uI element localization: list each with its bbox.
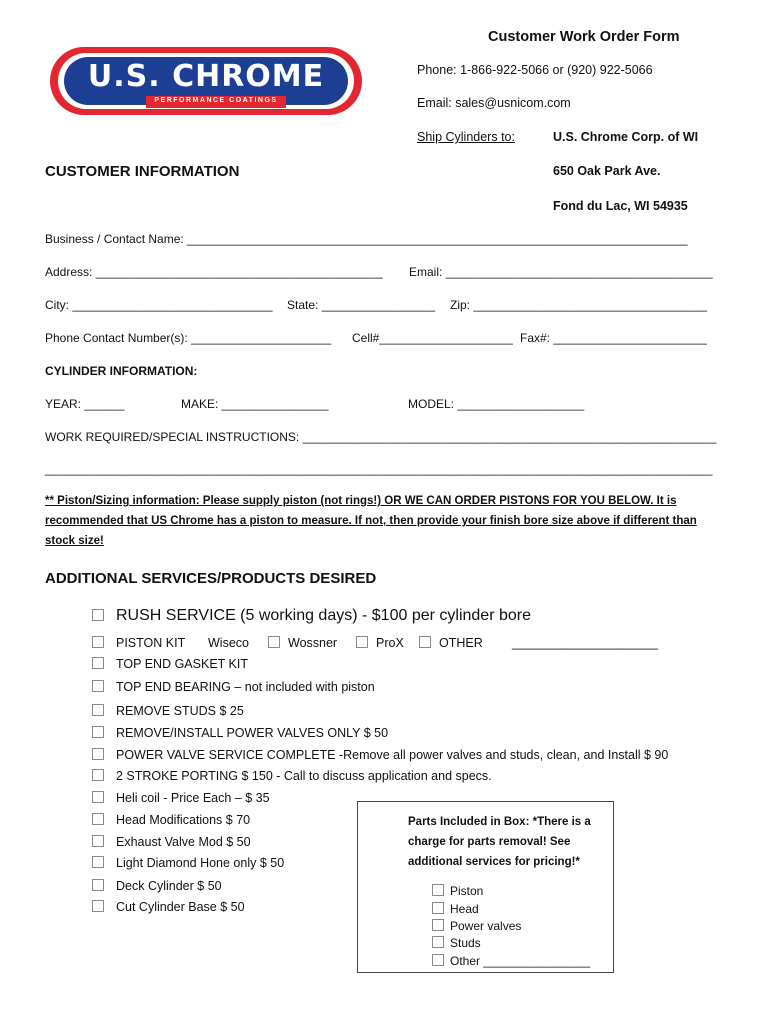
parts-label: Other ________________: [450, 954, 591, 968]
service-label: Heli coil - Price Each – $ 35: [116, 791, 270, 805]
service-label: Head Modifications $ 70: [116, 813, 251, 827]
other-option[interactable]: [419, 636, 483, 650]
service-checkbox[interactable]: [92, 813, 104, 825]
service-item[interactable]: [92, 835, 251, 849]
business-contact-field[interactable]: Business / Contact Name: ___________________________________________________________________________: [45, 232, 688, 246]
zip-field[interactable]: Zip: ___________________________________: [450, 298, 707, 312]
service-label: Cut Cylinder Base $ 50: [116, 900, 245, 914]
piston-kit-label: PISTON KIT: [116, 636, 186, 650]
wossner-option[interactable]: [268, 636, 337, 650]
service-label: Deck Cylinder $ 50: [116, 879, 222, 893]
service-checkbox[interactable]: [92, 791, 104, 803]
service-checkbox[interactable]: [92, 680, 104, 692]
customer-info-heading: CUSTOMER INFORMATION: [45, 163, 240, 180]
service-checkbox[interactable]: [92, 835, 104, 847]
piston-note-line-3: stock size!: [45, 535, 104, 547]
parts-label: Head: [450, 902, 479, 916]
service-item[interactable]: [92, 813, 250, 827]
wossner-checkbox[interactable]: [268, 636, 280, 648]
piston-note-line-2: recommended that US Chrome has a piston to measure. If not, then provide your finish bore size above if different than: [45, 515, 697, 527]
ship-company: U.S. Chrome Corp. of WI: [553, 130, 699, 144]
rush-service-label: RUSH SERVICE (5 working days) - $100 per cylinder bore: [116, 607, 531, 624]
us-chrome-logo: [48, 45, 364, 117]
service-item[interactable]: [92, 769, 492, 783]
address-field[interactable]: Address: ___________________________________________: [45, 265, 383, 279]
prox-option[interactable]: [356, 636, 404, 650]
service-label: REMOVE STUDS $ 25: [116, 704, 244, 718]
parts-item[interactable]: [432, 919, 521, 933]
parts-checkbox[interactable]: [432, 936, 444, 948]
piston-note-line-1: ** Piston/Sizing information: Please supply piston (not rings!) OR WE CAN ORDER PISTONS FOR YOU BELOW. It is: [45, 495, 677, 507]
phone-text: Phone: 1-866-922-5066 or (920) 922-5066: [417, 63, 653, 77]
parts-label: Piston: [450, 884, 484, 898]
service-label: Light Diamond Hone only $ 50: [116, 856, 285, 870]
service-label: 2 STROKE PORTING $ 150 - Call to discuss application and specs.: [116, 769, 492, 783]
service-checkbox[interactable]: [92, 726, 104, 738]
service-label: POWER VALVE SERVICE COMPLETE -Remove all power valves and studs, clean, and Install $ 90: [116, 748, 669, 762]
logo-tagline: PERFORMANCE COATINGS: [154, 97, 278, 104]
form-title: Customer Work Order Form: [488, 29, 680, 45]
wossner-label: Wossner: [288, 636, 338, 650]
service-checkbox[interactable]: [92, 856, 104, 868]
parts-label: Studs: [450, 936, 481, 950]
ship-street: 650 Oak Park Ave.: [553, 164, 661, 178]
parts-checkbox[interactable]: [432, 954, 444, 966]
prox-checkbox[interactable]: [356, 636, 368, 648]
service-checkbox[interactable]: [92, 879, 104, 891]
service-label: REMOVE/INSTALL POWER VALVES ONLY $ 50: [116, 726, 389, 740]
service-item[interactable]: [92, 657, 248, 671]
prox-label: ProX: [376, 636, 404, 650]
service-checkbox[interactable]: [92, 900, 104, 912]
parts-label: Power valves: [450, 919, 522, 933]
service-item[interactable]: [92, 791, 270, 805]
service-item[interactable]: [92, 726, 388, 740]
city-field[interactable]: City: ______________________________: [45, 298, 273, 312]
email-text: Email: sales@usnicom.com: [417, 96, 571, 110]
service-item[interactable]: [92, 704, 244, 718]
model-field[interactable]: MODEL: ___________________: [408, 397, 585, 411]
service-checkbox[interactable]: [92, 704, 104, 716]
service-checkbox[interactable]: [92, 657, 104, 669]
service-label: Exhaust Valve Mod $ 50: [116, 835, 251, 849]
work-required-field[interactable]: WORK REQUIRED/SPECIAL INSTRUCTIONS: ______________________________________________________________: [45, 430, 717, 444]
service-checkbox[interactable]: [92, 748, 104, 760]
fax-field[interactable]: Fax#: _______________________: [520, 331, 707, 345]
service-item[interactable]: [92, 856, 284, 870]
other-blank-field[interactable]: _____________________: [512, 636, 658, 650]
service-item[interactable]: [92, 680, 375, 694]
cell-field[interactable]: Cell#____________________: [352, 331, 513, 345]
parts-item[interactable]: [432, 884, 483, 898]
work-required-line-2[interactable]: ____________________________________________________________________________________________________: [45, 462, 713, 476]
other-label: OTHER: [439, 636, 483, 650]
other-checkbox[interactable]: [419, 636, 431, 648]
parts-checkbox[interactable]: [432, 919, 444, 931]
parts-checkbox[interactable]: [432, 902, 444, 914]
service-label: TOP END GASKET KIT: [116, 657, 248, 671]
service-item[interactable]: [92, 879, 222, 893]
email-field[interactable]: Email: ________________________________________: [409, 265, 713, 279]
parts-checkbox[interactable]: [432, 884, 444, 896]
service-checkbox[interactable]: [92, 769, 104, 781]
piston-kit-option[interactable]: [92, 636, 185, 650]
phone-contact-field[interactable]: Phone Contact Number(s): _____________________: [45, 331, 332, 345]
service-item[interactable]: [92, 900, 245, 914]
year-field[interactable]: YEAR: ______: [45, 397, 125, 411]
parts-item[interactable]: [432, 954, 590, 968]
parts-box-title: Parts Included in Box: *There is a charge for parts removal! See additional services for pricing!*: [408, 816, 591, 868]
piston-kit-checkbox[interactable]: [92, 636, 104, 648]
wiseco-label: Wiseco: [208, 636, 249, 650]
additional-services-heading: ADDITIONAL SERVICES/PRODUCTS DESIRED: [45, 570, 377, 587]
parts-included-box: [357, 801, 614, 973]
parts-item[interactable]: [432, 902, 479, 916]
rush-service-checkbox[interactable]: [92, 609, 104, 621]
logo-brand: U.S. CHROME: [87, 59, 325, 94]
parts-item[interactable]: [432, 936, 481, 950]
cylinder-info-heading: CYLINDER INFORMATION:: [45, 364, 198, 378]
rush-service-option[interactable]: [92, 607, 531, 625]
service-label: TOP END BEARING – not included with piston: [116, 680, 375, 694]
make-field[interactable]: MAKE: ________________: [181, 397, 329, 411]
state-field[interactable]: State: _________________: [287, 298, 436, 312]
ship-city: Fond du Lac, WI 54935: [553, 199, 688, 213]
ship-label: Ship Cylinders to:: [417, 130, 515, 144]
service-item[interactable]: [92, 748, 668, 762]
